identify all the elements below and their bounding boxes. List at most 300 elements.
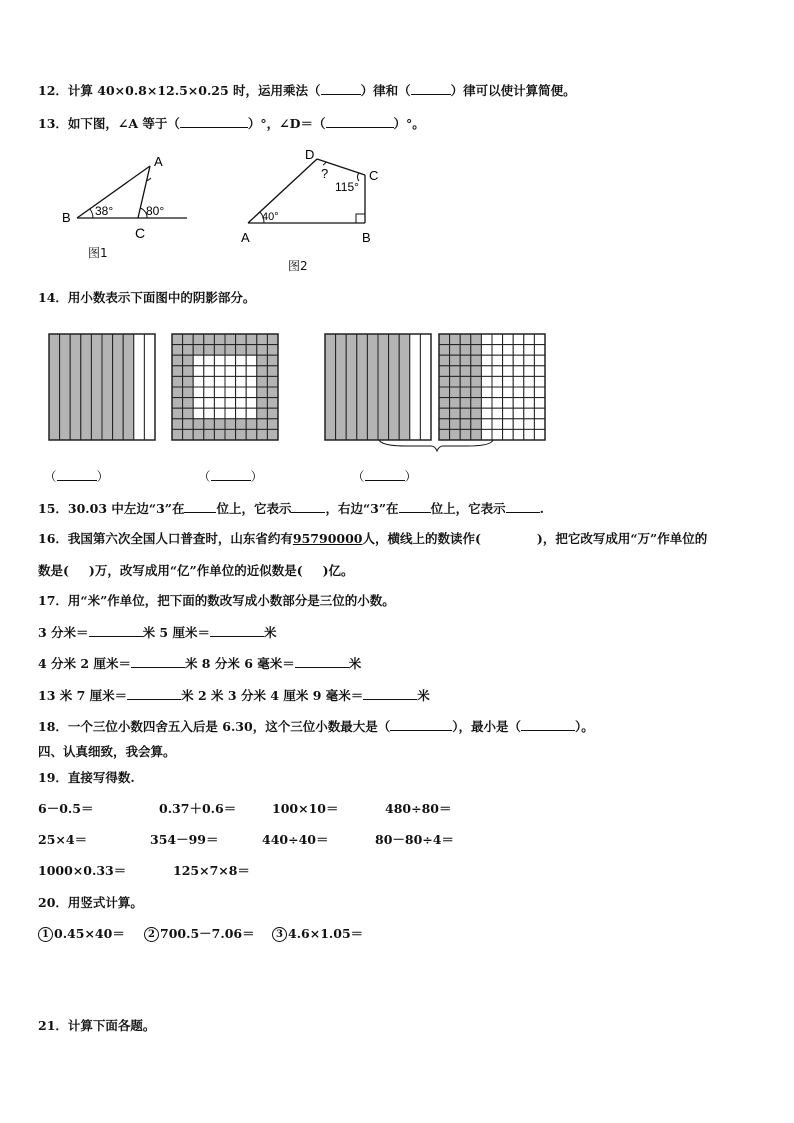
fig2-angle-d-label: ? [321,166,329,181]
grid-cell [492,398,503,409]
shaded-cell [439,376,450,387]
q17-blank-3[interactable] [131,655,185,668]
grid-cell [513,355,524,366]
shaded-cell [450,355,461,366]
grid-cell [524,429,535,440]
question-15: 15．30.03 中左边“3”在 位上，它表示 ，右边“3”在 位上，它表示 . [38,501,544,516]
shaded-cell [471,429,482,440]
shaded-column [70,334,81,440]
shaded-cell [450,408,461,419]
grid-cell [481,408,492,419]
shaded-cell [172,334,183,345]
grid-cell [492,334,503,345]
grid-brace [379,440,493,451]
shaded-column [91,334,102,440]
q19-r1-c1: 6－0.5＝ [38,801,94,816]
q14-answer-1: （ ） [44,469,110,484]
shaded-cell [439,355,450,366]
grid-4-squares [439,334,545,440]
grid-cell [513,419,524,430]
fig1-label-b: B [62,210,71,225]
q14-blank-3[interactable] [365,468,405,481]
grid-2-squares [172,334,278,440]
grid-cell [214,366,225,377]
shaded-cell [225,429,236,440]
shaded-cell [183,355,194,366]
fig1-side-ba [77,166,150,218]
shaded-cell [257,398,268,409]
shaded-cell [183,408,194,419]
shaded-cell [225,334,236,345]
q13-blank-2[interactable] [326,115,394,128]
q17-row-1: 3 分米＝ 米 5 厘米＝ 米 [38,625,277,640]
grid-cell [524,419,535,430]
grid-cell [193,398,204,409]
shaded-column [336,334,347,440]
shaded-cell [450,387,461,398]
grid-cell [492,387,503,398]
grid-cell [204,376,215,387]
shaded-column [60,334,71,440]
shaded-cell [193,334,204,345]
grid-cell [246,376,257,387]
shaded-column [399,334,410,440]
fig2-label-b: B [362,230,371,245]
q15-blank-3[interactable] [399,500,431,513]
grid-cell [524,366,535,377]
q12-blank-2[interactable] [411,82,451,95]
grid-cell [492,419,503,430]
grid-cell [534,419,545,430]
shaded-cell [267,398,278,409]
grid-cell [214,376,225,387]
grid-cell [193,376,204,387]
q14-answer-2: （ ） [198,469,264,484]
shaded-cell [183,345,194,356]
shaded-cell [460,376,471,387]
grid-cell [236,408,247,419]
grid-cell [534,387,545,398]
grid-cell [236,355,247,366]
question-16: 16．我国第六次全国人口普查时，山东省约有95790000人，横线上的数读作( )，把它改写成用“万”作单位的 [38,531,708,546]
shaded-cell [193,419,204,430]
fig1-angle-b-arc [90,209,93,218]
grid-cell [534,398,545,409]
shaded-cell [267,355,278,366]
grid-cell [513,345,524,356]
shaded-cell [214,429,225,440]
grid-cell [481,398,492,409]
q20-item-1: 1 0.45×40＝ [38,926,125,942]
triangle-figure-1 [55,150,195,245]
shaded-cell [225,419,236,430]
q19-r3-c2: 125×7×8＝ [173,863,250,878]
grid-cell [524,345,535,356]
shaded-cell [439,408,450,419]
grid-cell [503,387,514,398]
shaded-cell [183,387,194,398]
question-20: 20．用竖式计算。 [38,895,143,910]
grid-cell [481,429,492,440]
shaded-cell [172,419,183,430]
q17-row-2: 4 分米 2 厘米＝ 米 8 分米 6 毫米＝ 米 [38,656,362,671]
q17-blank-5[interactable] [127,687,181,700]
q19-r2-c3: 440÷40＝ [262,832,329,847]
q17-blank-1[interactable] [89,624,143,637]
shaded-cell [257,345,268,356]
shaded-cell [450,334,461,345]
q15-blank-2[interactable] [291,500,325,513]
grid-cell [481,387,492,398]
grid-cell [204,366,215,377]
shaded-cell [460,419,471,430]
grid-cell [193,366,204,377]
grid-cell [246,408,257,419]
fig2-angle-a-label: 40° [262,211,279,223]
q17-blank-2[interactable] [210,624,264,637]
grid-cell [481,419,492,430]
shaded-cell [172,408,183,419]
grid-cell [225,366,236,377]
grid-cell [214,408,225,419]
q18-blank-1[interactable] [390,718,452,731]
grid-cell [513,376,524,387]
fig2-label-d: D [305,147,315,162]
shaded-cell [439,429,450,440]
shaded-cell [172,398,183,409]
question-18: 18．一个三位小数四舍五入后是 6.30，这个三位小数最大是（ ），最小是（ ）。 [38,719,594,734]
shaded-column [102,334,113,440]
grid-cell [503,345,514,356]
shaded-cell [236,345,247,356]
grid-cell [534,429,545,440]
decimal-grids [46,330,550,455]
grid-cell [524,334,535,345]
q13-text-b: ）°，∠D＝（ [247,116,326,131]
fig1-angle-b-label: 38° [95,204,114,218]
grid-1-columns [49,334,155,440]
shaded-cell [267,345,278,356]
shaded-cell [257,387,268,398]
fig2-side-ad [248,159,317,223]
grid-cell [513,429,524,440]
shaded-cell [246,345,257,356]
grid-cell [524,387,535,398]
shaded-cell [471,366,482,377]
shaded-cell [450,345,461,356]
shaded-cell [267,334,278,345]
grid-cell [534,355,545,366]
grid-cell [193,408,204,419]
q12-text-b: ）律和（ [360,83,411,98]
grid-cell [503,334,514,345]
grid-cell [236,376,247,387]
shaded-cell [471,345,482,356]
section-4-heading: 四、认真细致，我会算。 [38,744,176,759]
grid-cell [236,387,247,398]
shaded-cell [257,334,268,345]
shaded-cell [246,334,257,345]
shaded-cell [214,345,225,356]
grid-cell [492,408,503,419]
shaded-cell [460,366,471,377]
figure-2-caption: 图2 [288,259,308,273]
fig1-angle-c-label: 80° [146,204,165,218]
shaded-column [325,334,336,440]
shaded-column [389,334,400,440]
shaded-column [367,334,378,440]
shaded-cell [460,334,471,345]
shaded-column [357,334,368,440]
q17-blank-4[interactable] [295,655,349,668]
grid-cell [492,355,503,366]
shaded-cell [183,429,194,440]
shaded-cell [225,345,236,356]
shaded-cell [439,387,450,398]
q12-text-c: ）律可以使计算简便。 [450,83,576,98]
shaded-cell [450,398,461,409]
grid-cell [503,419,514,430]
shaded-cell [183,398,194,409]
q13-text-a: 13．如下图，∠A 等于（ [38,116,180,131]
fig2-angle-c-label: 115° [335,180,359,194]
grid-cell [534,366,545,377]
grid-cell [481,334,492,345]
shaded-cell [267,366,278,377]
fig2-label-c: C [369,168,379,183]
quadrilateral-figure-2 [235,143,395,248]
grid-cell [513,398,524,409]
grid-cell [492,429,503,440]
question-12 [38,82,576,99]
shaded-cell [471,334,482,345]
shaded-cell [267,419,278,430]
question-13 [38,115,425,132]
shaded-cell [183,419,194,430]
grid-cell [534,408,545,419]
q19-r3-c1: 1000×0.33＝ [38,863,127,878]
shaded-cell [236,419,247,430]
shaded-cell [460,408,471,419]
shaded-cell [471,408,482,419]
grid-cell [204,398,215,409]
shaded-cell [183,334,194,345]
shaded-cell [172,345,183,356]
shaded-cell [172,366,183,377]
shaded-cell [246,429,257,440]
grid-cell [503,366,514,377]
shaded-cell [172,376,183,387]
grid-cell [236,366,247,377]
grid-cell [225,355,236,366]
grid-cell [503,429,514,440]
shaded-cell [183,376,194,387]
shaded-cell [439,419,450,430]
shaded-cell [471,387,482,398]
grid-3-columns [325,334,431,440]
shaded-cell [214,334,225,345]
shaded-column [346,334,357,440]
grid-cell [503,376,514,387]
grid-column [420,334,431,440]
shaded-cell [172,387,183,398]
q15-blank-1[interactable] [184,500,216,513]
grid-cell [204,355,215,366]
shaded-cell [267,429,278,440]
q20-item-3: 3 4.6×1.05＝ [272,926,363,942]
q19-r1-c4: 480÷80＝ [385,801,452,816]
grid-cell [481,366,492,377]
question-14: 14．用小数表示下面图中的阴影部分。 [38,290,256,305]
shaded-cell [214,419,225,430]
grid-cell [513,387,524,398]
question-21: 21．计算下面各题。 [38,1018,156,1033]
grid-cell [214,398,225,409]
shaded-cell [257,355,268,366]
grid-cell [236,398,247,409]
grid-cell [225,408,236,419]
grid-cell [193,387,204,398]
fig1-label-a: A [154,154,163,169]
grid-cell [492,376,503,387]
grid-cell [513,366,524,377]
figure-1-caption: 图1 [88,246,108,260]
shaded-cell [236,334,247,345]
q13-text-c: ）°。 [393,116,425,131]
shaded-cell [172,429,183,440]
shaded-cell [204,429,215,440]
shaded-cell [450,376,461,387]
shaded-cell [460,355,471,366]
shaded-cell [172,355,183,366]
q16-population-number: 95790000 [292,531,363,546]
shaded-cell [183,366,194,377]
grid-cell [481,345,492,356]
fig2-angle-d-arc [323,162,326,165]
shaded-cell [450,429,461,440]
shaded-cell [450,366,461,377]
q17-row-3: 13 米 7 厘米＝ 米 2 米 3 分米 4 厘米 9 毫米＝ 米 [38,688,430,703]
grid-cell [492,345,503,356]
shaded-column [49,334,60,440]
q18-blank-2[interactable] [521,718,575,731]
q15-blank-4[interactable] [506,500,540,513]
shaded-cell [257,429,268,440]
shaded-cell [204,345,215,356]
shaded-cell [204,334,215,345]
shaded-column [81,334,92,440]
shaded-cell [267,408,278,419]
grid-cell [534,376,545,387]
grid-cell [503,398,514,409]
shaded-cell [460,387,471,398]
q13-blank-1[interactable] [180,115,248,128]
grid-column [144,334,155,440]
grid-cell [503,408,514,419]
q17-blank-6[interactable] [363,687,417,700]
grid-cell [513,334,524,345]
q20-item-2: 2 700.5－7.06＝ [144,926,255,942]
grid-column [410,334,421,440]
circled-number-2: 2 [144,927,159,942]
shaded-cell [204,419,215,430]
shaded-cell [257,419,268,430]
q14-blank-1[interactable] [57,468,97,481]
grid-cell [492,366,503,377]
q19-r2-c1: 25×4＝ [38,832,88,847]
grid-cell [513,408,524,419]
shaded-cell [193,429,204,440]
q12-text-a: 12．计算 40×0.8×12.5×0.25 时，运用乘法（ [38,83,321,98]
grid-cell [225,398,236,409]
grid-cell [193,355,204,366]
grid-cell [524,355,535,366]
q19-r2-c4: 80－80÷4＝ [375,832,454,847]
grid-cell [225,387,236,398]
shaded-cell [439,334,450,345]
shaded-cell [439,366,450,377]
circled-number-3: 3 [272,927,287,942]
shaded-cell [450,419,461,430]
shaded-column [123,334,134,440]
q14-answer-3: （ ） [352,469,418,484]
shaded-cell [267,376,278,387]
shaded-cell [460,345,471,356]
q19-r1-c2: 0.37＋0.6＝ [159,801,237,816]
shaded-cell [267,387,278,398]
grid-cell [204,408,215,419]
grid-cell [534,345,545,356]
shaded-column [378,334,389,440]
q19-r1-c3: 100×10＝ [272,801,339,816]
q14-blank-2[interactable] [211,468,251,481]
shaded-cell [246,419,257,430]
grid-cell [503,355,514,366]
grid-cell [246,355,257,366]
shaded-cell [460,398,471,409]
fig2-label-a: A [241,230,250,245]
q19-r2-c2: 354－99＝ [150,832,219,847]
question-16-line-2: 数是( )万，改写成用“亿”作单位的近似数是( )亿。 [38,563,354,578]
shaded-cell [257,366,268,377]
grid-cell [204,387,215,398]
shaded-cell [460,429,471,440]
grid-cell [524,398,535,409]
fig2-right-angle-mark [356,214,365,223]
shaded-cell [439,345,450,356]
grid-cell [524,376,535,387]
circled-number-1: 1 [38,927,53,942]
q12-blank-1[interactable] [321,82,361,95]
grid-cell [481,376,492,387]
shaded-cell [471,376,482,387]
grid-cell [246,366,257,377]
grid-cell [481,355,492,366]
shaded-cell [193,345,204,356]
shaded-cell [236,429,247,440]
grid-column [134,334,145,440]
shaded-cell [257,376,268,387]
grid-cell [214,355,225,366]
question-17: 17．用“米”作单位，把下面的数改写成小数部分是三位的小数。 [38,593,395,608]
shaded-cell [471,398,482,409]
grid-cell [246,387,257,398]
fig1-label-c: C [135,225,146,241]
shaded-column [113,334,124,440]
grid-cell [524,408,535,419]
shaded-cell [471,419,482,430]
grid-cell [534,334,545,345]
